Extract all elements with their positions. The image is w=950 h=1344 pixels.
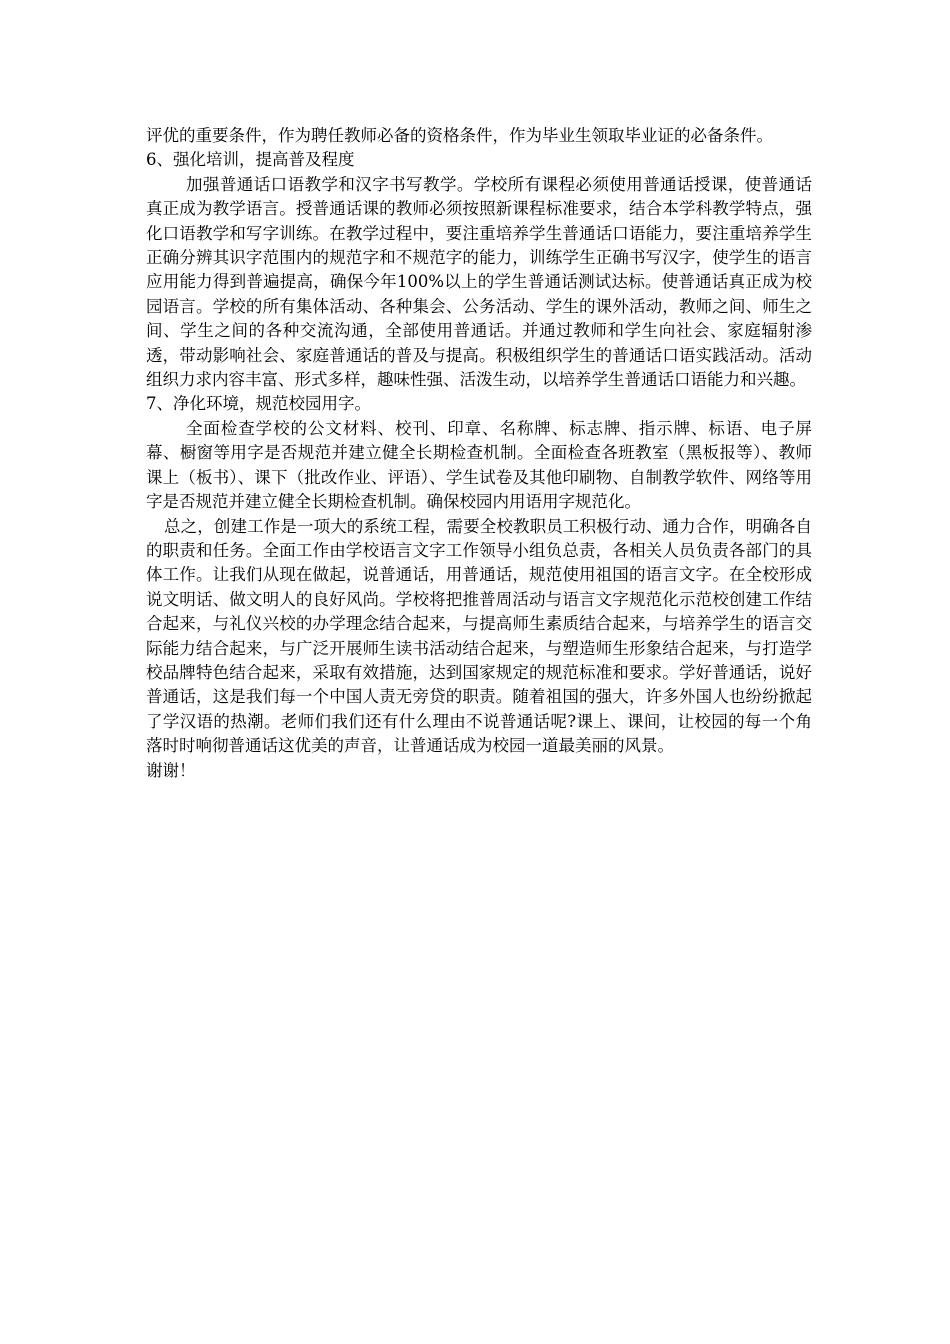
closing-thanks: 谢谢！ — [146, 760, 196, 780]
paragraph-environment: 全面检查学校的公文材料、校刊、印章、名称牌、标志牌、指示牌、标语、电子屏幕、橱窗等用字是否规范并建立健全长期检查机制。全面检查各班教室（黑板报等）、教师课上（板书）、课下（批改作业、评语）、学生试卷及其他印刷物、自制教学软件、网络等用字是否规范并建立健全长期检查机制。确保校园内用语用字规范化。 — [146, 418, 812, 512]
paragraph-training: 加强普通话口语教学和汉字书写教学。学校所有课程必须使用普通话授课，使普通话真正成为教学语言。授普通话课的教师必须按照新课程标准要求，结合本学科教学特点，强化口语教学和写字训练。在教学过程中，要注重培养学生普通话口语能力，要注重培养学生正确分辨其识字范围内的规范字和不规范字的能力，训练学生正确书写汉字，使学生的语言应用能力得到普遍提高，确保今年100%以上的学生普通话测试达标。使普通话真正成为校园语言。学校的所有集体活动、各种集会、公务活动、学生的课外活动，教师之间、师生之间、学生之间的各种交流沟通，全部使用普通话。并通过教师和学生向社会、家庭辐射渗透，带动影响社会、家庭普通话的普及与提高。积极组织学生的普通话口语实践活动。活动组织力求内容丰富、形式多样，趣味性强、活泼生动，以培养学生普通话口语能力和兴趣。 — [146, 174, 812, 390]
paragraph-summary: 总之，创建工作是一项大的系统工程，需要全校教职员工积极行动、通力合作，明确各自的职责和任务。全面工作由学校语言文字工作领导小组负总责，各相关人员负责各部门的具体工作。让我们从现在做起，说普通话，用普通话，规范使用祖国的语言文字。在全校形成说文明话、做文明人的良好风尚。学校将把推普周活动与语言文字规范化示范校创建工作结合起来，与礼仪兴校的办学理念结合起来，与提高师生素质结合起来，与培养学生的语言交际能力结合起来，与广泛开展师生读书活动结合起来，与塑造师生形象结合起来，与打造学校品牌特色结合起来，采取有效措施，达到国家规定的规范标准和要求。学好普通话，说好普通话，这是我们每一个中国人责无旁贷的职责。随着祖国的强大，许多外国人也纷纷掀起了学汉语的热潮。老师们我们还有什么理由不说普通话呢?课上、课间，让校园的每一个角落时时响彻普通话这优美的声音，让普通话成为校园一道最美丽的风景。 — [146, 516, 812, 756]
section-heading-7: 7、净化环境，规范校园用字。 — [146, 394, 371, 414]
paragraph-continuation: 评优的重要条件，作为聘任教师必备的资格条件，作为毕业生领取毕业证的必备条件。 — [146, 126, 773, 145]
document-page — [146, 124, 812, 783]
section-heading-6: 6、强化培训，提高普及程度 — [146, 150, 355, 170]
